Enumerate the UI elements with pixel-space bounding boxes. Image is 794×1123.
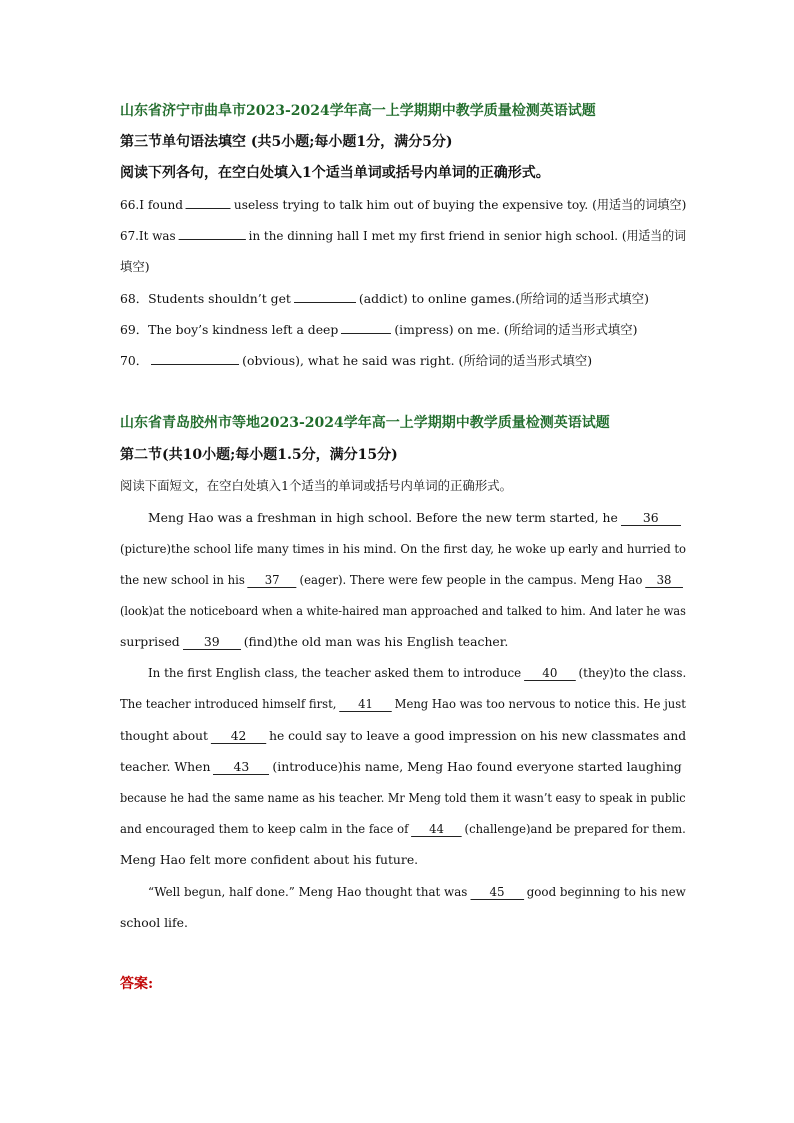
passage-line (148, 883, 686, 901)
passage-text: Meng Hao was a freshman in high school. Before the new term started, he (148, 510, 618, 525)
passage-text: (picture)the school life many times in his mind. On the first day, he woke up early and hurried to (120, 541, 687, 556)
q66-blank[interactable] (186, 196, 231, 209)
passage-line (120, 695, 686, 713)
blank-37[interactable]: 37 (248, 573, 297, 588)
q68-blank[interactable] (294, 290, 356, 303)
q70-prefix: 70． (120, 353, 149, 368)
passage-text: good beginning to his new (526, 884, 686, 899)
blank-43[interactable]: 43 (213, 760, 269, 775)
passage-line (120, 851, 418, 869)
passage-line (120, 571, 686, 589)
passage-text: (introduce)his name, Meng Hao found everyone started laughing (272, 759, 682, 774)
passage-text: (they)to the class. (578, 665, 687, 680)
passage-text: (find)the old man was his English teacher. (243, 634, 509, 649)
passage-text: “Well begun, half done.” Meng Hao thought that was (148, 884, 468, 899)
q67-continuation: 填空) (120, 259, 150, 274)
passage-text: (look)at the noticeboard when a white-haired man approached and talked to him. And later he was (120, 603, 686, 618)
passage-text: Meng Hao felt more confident about his future. (120, 852, 419, 867)
passage-text: because he had the same name as his teacher. Mr Meng told them it wasn’t easy to speak in public (120, 790, 686, 805)
passage-line (120, 914, 188, 932)
question-69 (120, 321, 637, 339)
passage-line (120, 602, 686, 620)
answer-label: 答案: (120, 976, 154, 992)
passage-text: the new school in his (120, 572, 245, 587)
q66-text: useless trying to talk him out of buying the expensive toy. (用适当的词填空) (233, 197, 687, 212)
q69-text: (impress) on me. (所给词的适当形式填空) (394, 322, 638, 337)
passage-line (120, 633, 508, 651)
section1-heading: 第三节单句语法填空 (共5小题;每小题1分，满分5分) (120, 134, 453, 150)
passage-line (120, 727, 686, 745)
q66-prefix: 66.I found (120, 197, 184, 212)
q68-text: (addict) to online games.(所给词的适当形式填空) (358, 291, 649, 306)
passage-line (120, 789, 686, 807)
blank-39[interactable]: 39 (183, 635, 241, 650)
passage-line (120, 758, 682, 776)
passage-text: The teacher introduced himself first, (120, 696, 337, 711)
passage-text: surprised (120, 634, 180, 649)
blank-38[interactable]: 38 (645, 573, 683, 588)
passage-text: teacher. When (120, 759, 211, 774)
passage-line (120, 540, 686, 558)
section2-instruction: 阅读下面短文，在空白处填入1个适当的单词或括号内单词的正确形式。 (120, 478, 512, 493)
q70-blank[interactable] (151, 352, 239, 365)
passage-text: Meng Hao was too nervous to notice this. He just (394, 696, 686, 711)
q69-blank[interactable] (341, 321, 391, 334)
question-68 (120, 290, 649, 308)
passage-text: thought about (120, 728, 208, 743)
blank-42[interactable]: 42 (211, 729, 266, 744)
passage-text: he could say to leave a good impression on his new classmates and (269, 728, 687, 743)
passage-line (148, 509, 684, 527)
section2-title: 山东省青岛胶州市等地2023-2024学年高一上学期期中教学质量检测英语试题 (120, 415, 610, 431)
question-67 (120, 227, 686, 245)
blank-40[interactable]: 40 (524, 666, 576, 681)
question-70 (120, 352, 592, 370)
passage-line (120, 820, 686, 838)
q67-blank[interactable] (179, 227, 246, 240)
passage-text: (eager). There were few people in the campus. Meng Hao (299, 572, 643, 587)
q68-prefix: 68．Students shouldn’t get (120, 291, 291, 306)
q69-prefix: 69．The boy’s kindness left a deep (120, 322, 339, 337)
section1-instruction: 阅读下列各句，在空白处填入1个适当单词或括号内单词的正确形式。 (120, 165, 550, 181)
passage-text: (challenge)and be prepared for them. (464, 821, 686, 836)
passage-text: school life. (120, 915, 188, 930)
q67-text: in the dinning hall I met my first friend in senior high school. (用适当的词 (248, 228, 687, 243)
question-66 (120, 196, 686, 214)
section1-title: 山东省济宁市曲阜市2023-2024学年高一上学期期中教学质量检测英语试题 (120, 103, 596, 119)
passage-text: In the first English class, the teacher asked them to introduce (148, 665, 522, 680)
blank-36[interactable]: 36 (621, 511, 681, 526)
blank-45[interactable]: 45 (470, 885, 524, 900)
blank-41[interactable]: 41 (339, 697, 391, 712)
passage-line (148, 664, 686, 682)
q67-prefix: 67.It was (120, 228, 176, 243)
passage-text: and encouraged them to keep calm in the face of (120, 821, 409, 836)
section2-heading: 第二节(共10小题;每小题1.5分，满分15分) (120, 447, 398, 463)
q70-text: (obvious), what he said was right. (所给词的适当形式填空) (242, 353, 593, 368)
blank-44[interactable]: 44 (411, 822, 462, 837)
